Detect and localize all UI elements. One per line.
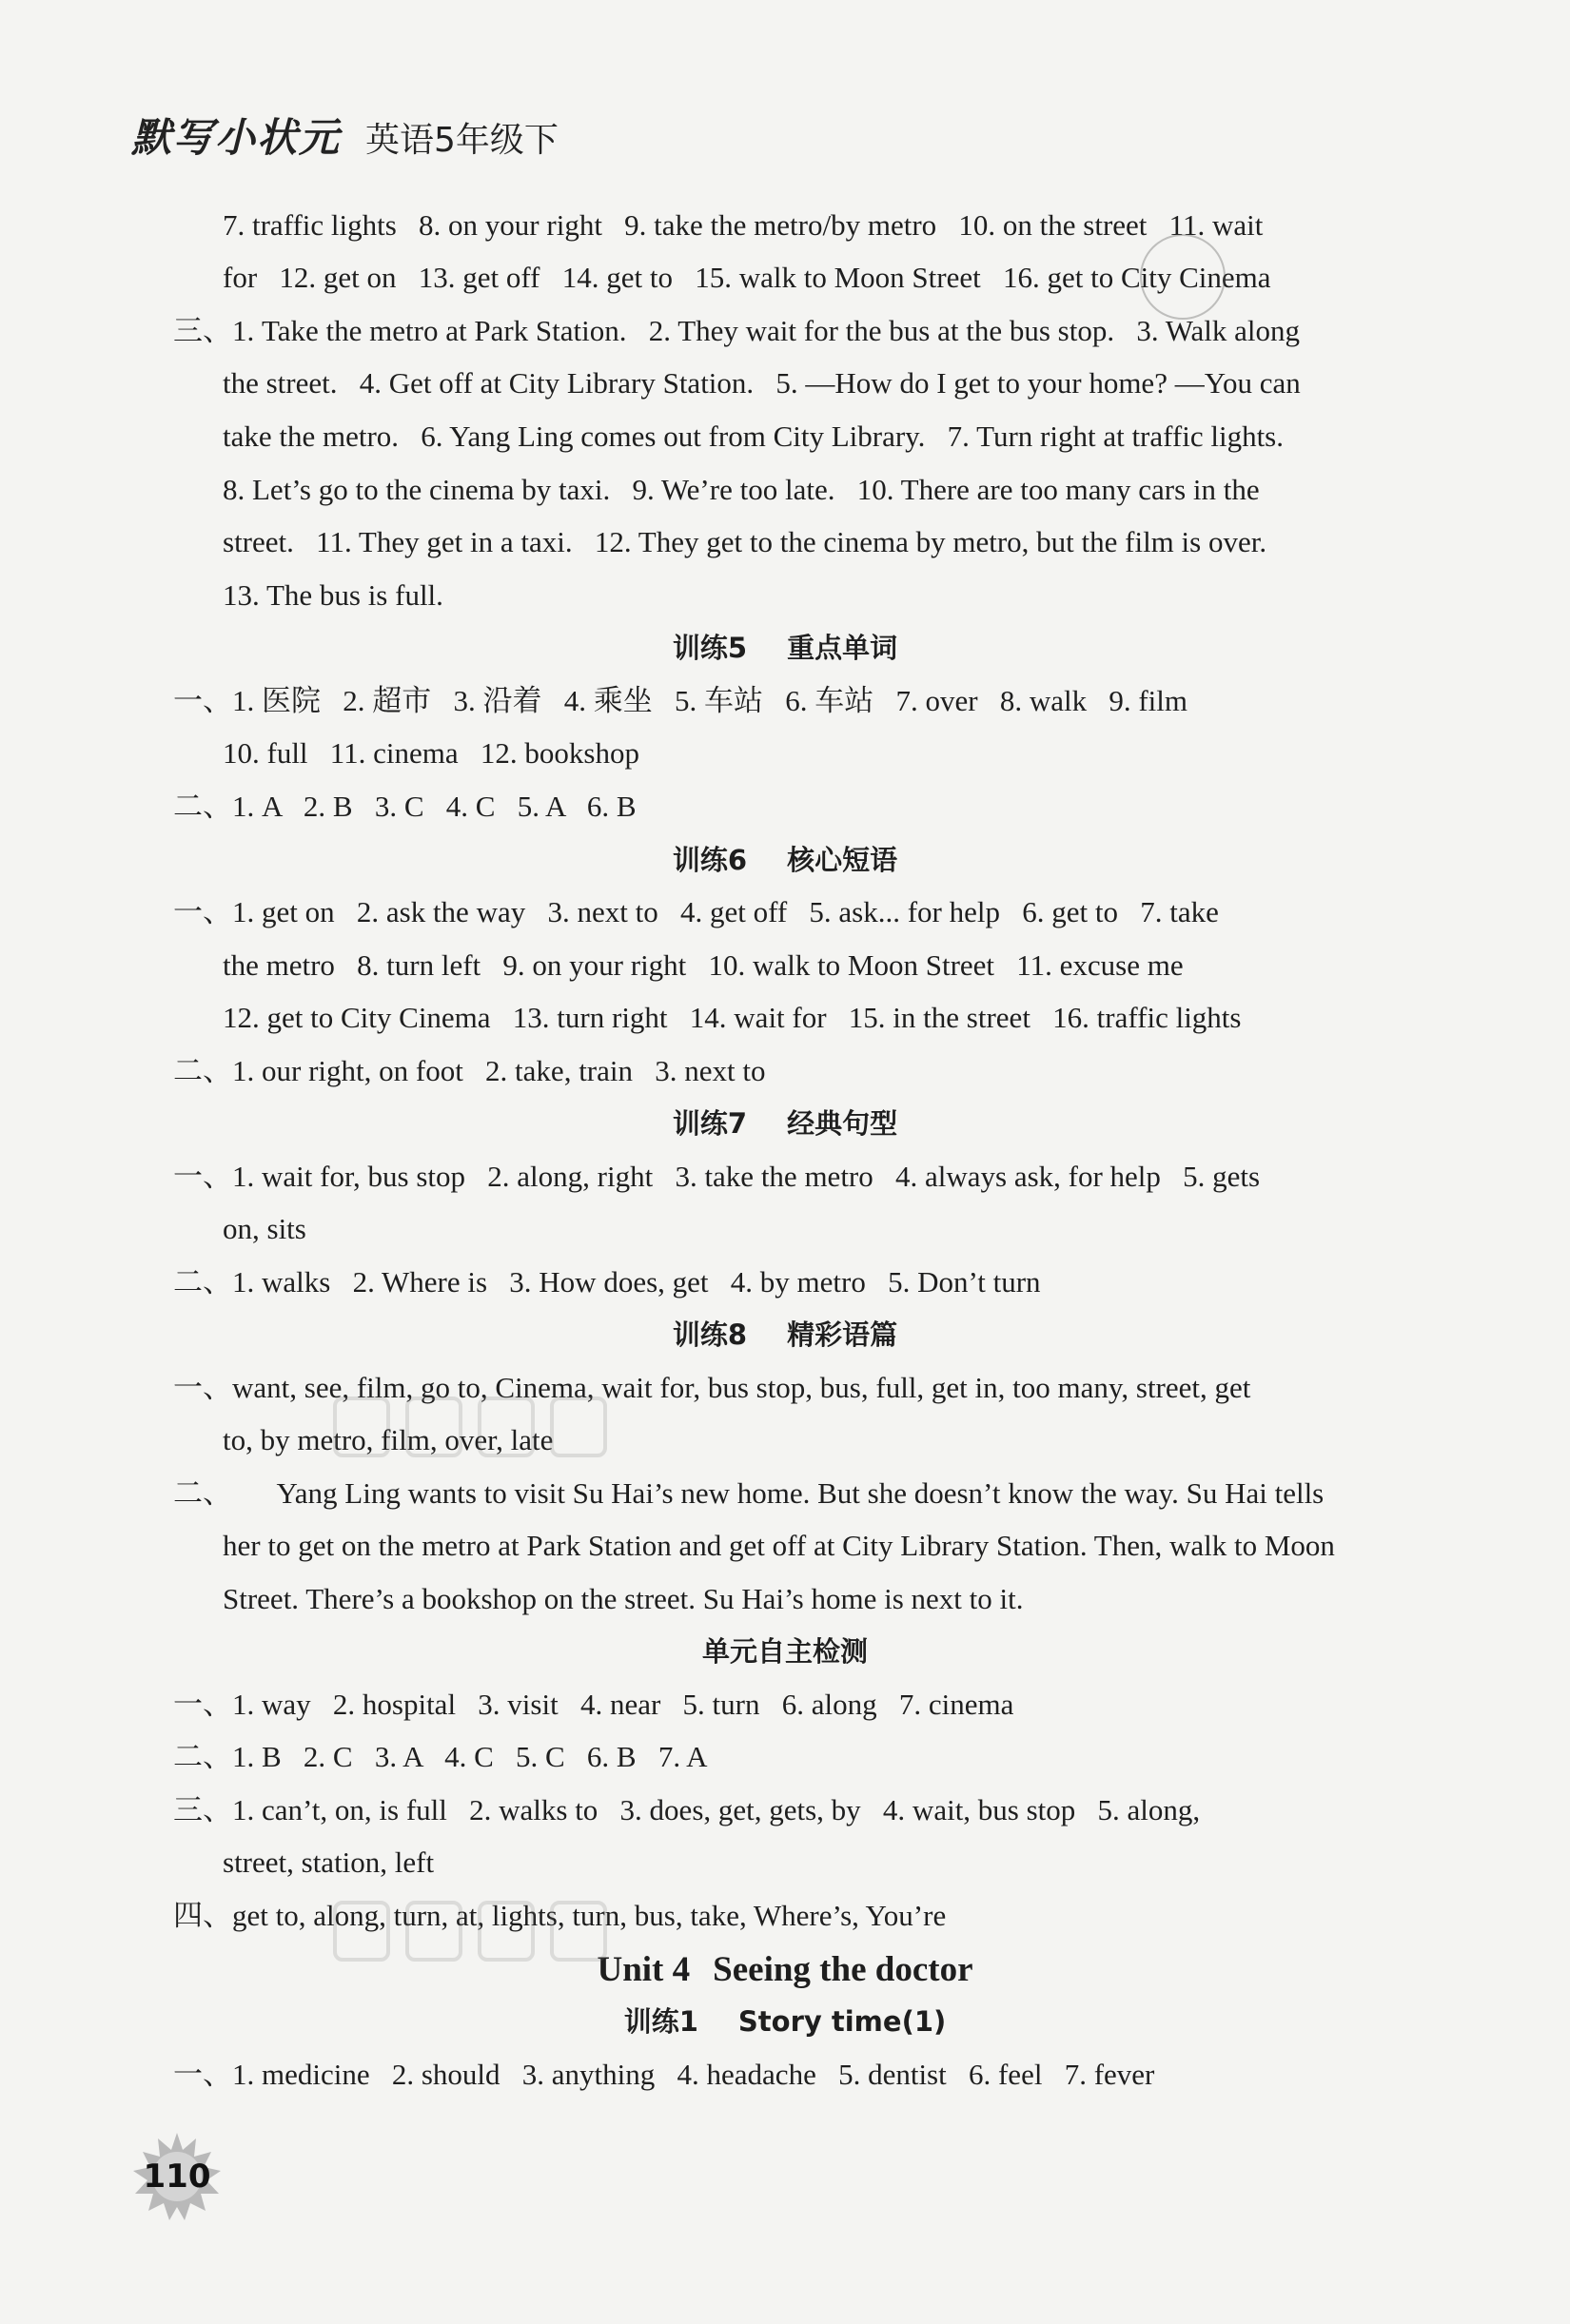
page-number-badge xyxy=(131,2131,223,2222)
watermark xyxy=(331,1389,617,1480)
watermark-shape xyxy=(331,1893,617,1969)
answer-line: Street. There’s a bookshop on the street. Su Hai’s home is next to it. xyxy=(223,1582,1024,1615)
book-brand: 默写小状元 xyxy=(131,114,342,161)
section-heading-6 xyxy=(0,833,1570,887)
answer-line: 三、1. Take the metro at Park Station. 2. They wait for the bus at the bus stop. 3. Walk along xyxy=(173,314,1301,347)
section-heading-8 xyxy=(0,1308,1570,1361)
answer-line: 一、1. medicine 2. should 3. anything 4. headache 5. dentist 6. feel 7. fever xyxy=(173,2058,1155,2091)
answer-line: 二、1. walks 2. Where is 3. How does, get 4. by metro 5. Don’t turn xyxy=(173,1265,1041,1299)
watermark-shape xyxy=(331,1389,617,1465)
section-label: 训练7 xyxy=(672,1107,748,1140)
book-subtitle: 英语5年级下 xyxy=(365,121,559,160)
stamp-icon xyxy=(1140,234,1226,320)
answer-line: 一、want, see, film, go to, Cinema, wait for, bus stop, bus, full, get in, too many, street, get xyxy=(173,1371,1251,1404)
unit-heading xyxy=(0,1941,1570,2000)
answer-line: 13. The bus is full. xyxy=(223,578,443,612)
unit-title: Seeing the doctor xyxy=(713,1950,973,1989)
answer-line: take the metro. 6. Yang Ling comes out from City Library. 7. Turn right at traffic lights. xyxy=(223,420,1285,453)
section-heading-1 xyxy=(0,1995,1570,2048)
unit-label: Unit 4 xyxy=(597,1950,691,1989)
page-header xyxy=(131,107,559,173)
section-label: 训练5 xyxy=(672,632,748,664)
answer-line: 一、1. way 2. hospital 3. visit 4. near 5. turn 6. along 7. cinema xyxy=(173,1688,1014,1721)
answer-line: 一、1. 医院 2. 超市 3. 沿着 4. 乘坐 5. 车站 6. 车站 7. over 8. walk 9. film xyxy=(173,684,1188,717)
section-title: Story time(1) xyxy=(737,2005,947,2038)
answer-line: street, station, left xyxy=(223,1846,435,1879)
answer-line: 三、1. can’t, on, is full 2. walks to 3. does, get, gets, by 4. wait, bus stop 5. along, xyxy=(173,1793,1201,1826)
section-heading-5 xyxy=(0,621,1570,674)
section-title: 核心短语 xyxy=(787,844,898,876)
answer-line: 二、1. our right, on foot 2. take, train 3. next to xyxy=(173,1054,766,1087)
answer-line: the street. 4. Get off at City Library Station. 5. —How do I get to your home? —You can xyxy=(223,366,1301,400)
answer-line: her to get on the metro at Park Station and get off at City Library Station. Then, walk to Moon xyxy=(223,1529,1335,1562)
section-title: 经典句型 xyxy=(787,1107,898,1140)
answer-line: the metro 8. turn left 9. on your right 10. walk to Moon Street 11. excuse me xyxy=(223,948,1184,982)
answer-line: for 12. get on 13. get off 14. get to 15. walk to Moon Street 16. get to City Cinema xyxy=(223,261,1271,294)
answer-line: 一、1. get on 2. ask the way 3. next to 4. get off 5. ask... for help 6. get to 7. take xyxy=(173,895,1219,928)
section-label: 训练1 xyxy=(623,2005,698,2038)
answer-line: 10. full 11. cinema 12. bookshop xyxy=(223,736,639,770)
answer-line: 二、1. A 2. B 3. C 4. C 5. A 6. B xyxy=(173,790,637,823)
page-number: 110 xyxy=(143,2158,211,2196)
section-label: 训练8 xyxy=(672,1318,748,1351)
section-heading-unit-test xyxy=(0,1625,1570,1678)
section-heading-7 xyxy=(0,1097,1570,1150)
answer-line: 12. get to City Cinema 13. turn right 14. wait for 15. in the street 16. traffic lights xyxy=(223,1001,1242,1034)
answer-line: 7. traffic lights 8. on your right 9. take the metro/by metro 10. on the street 11. wait xyxy=(223,208,1264,242)
section-title: 重点单词 xyxy=(787,632,898,664)
answer-line: street. 11. They get in a taxi. 12. They get to the cinema by metro, but the film is over. xyxy=(223,525,1267,558)
answer-line: 二、 Yang Ling wants to visit Su Hai’s new home. But she doesn’t know the way. Su Hai tells xyxy=(173,1476,1325,1510)
section-title: 单元自主检测 xyxy=(701,1635,868,1668)
answer-line: 一、1. wait for, bus stop 2. along, right 3. take the metro 4. always ask, for help 5. gets xyxy=(173,1160,1261,1193)
watermark xyxy=(331,1893,617,1984)
section-title: 精彩语篇 xyxy=(787,1318,898,1351)
answer-line: 四、get to, along, turn, at, lights, turn, bus, take, Where’s, You’re xyxy=(173,1899,947,1932)
section-label: 训练6 xyxy=(672,844,748,876)
answer-line: on, sits xyxy=(223,1212,306,1245)
answer-line: 8. Let’s go to the cinema by taxi. 9. We’re too late. 10. There are too many cars in the xyxy=(223,473,1260,506)
answer-line: 二、1. B 2. C 3. A 4. C 5. C 6. B 7. A xyxy=(173,1740,708,1773)
answer-line: to, by metro, film, over, late xyxy=(223,1423,554,1456)
